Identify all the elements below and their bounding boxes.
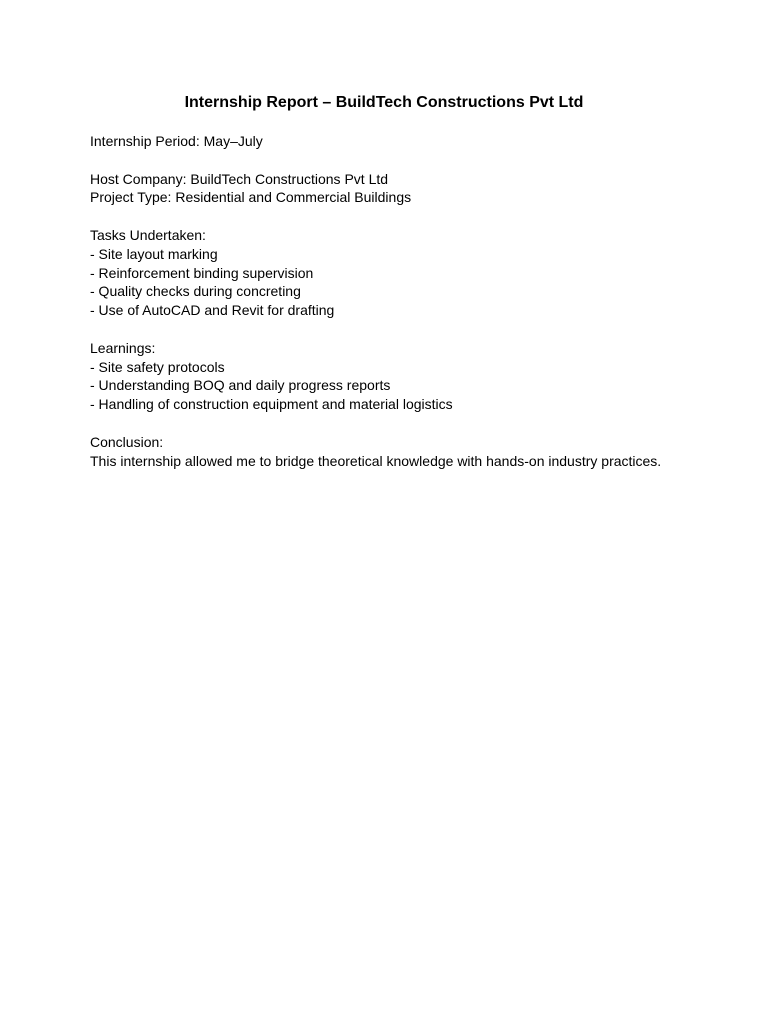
task-item: - Use of AutoCAD and Revit for drafting	[90, 302, 335, 319]
tasks-heading: Tasks Undertaken:	[90, 226, 206, 243]
conclusion-text: This internship allowed me to bridge theoretical knowledge with hands-on industry practices.	[90, 452, 662, 469]
document-body	[90, 132, 730, 470]
learning-item: - Understanding BOQ and daily progress reports	[90, 377, 391, 394]
project-type: Project Type: Residential and Commercial Buildings	[90, 189, 412, 206]
internship-period: Internship Period: May–July	[90, 133, 263, 149]
spacer	[90, 414, 730, 433]
spacer	[90, 151, 730, 170]
task-item: - Quality checks during concreting	[90, 283, 301, 300]
document-title: Internship Report – BuildTech Constructions Pvt Ltd	[184, 94, 584, 111]
learning-item: - Site safety protocols	[90, 358, 225, 375]
spacer	[90, 207, 730, 226]
learning-item: - Handling of construction equipment and material logistics	[90, 396, 453, 413]
task-item: - Reinforcement binding supervision	[90, 264, 314, 281]
task-item: - Site layout marking	[90, 245, 218, 262]
conclusion-heading: Conclusion:	[90, 433, 164, 450]
host-company: Host Company: BuildTech Constructions Pvt Ltd	[90, 170, 389, 187]
learnings-heading: Learnings:	[90, 339, 156, 356]
spacer	[90, 320, 730, 339]
